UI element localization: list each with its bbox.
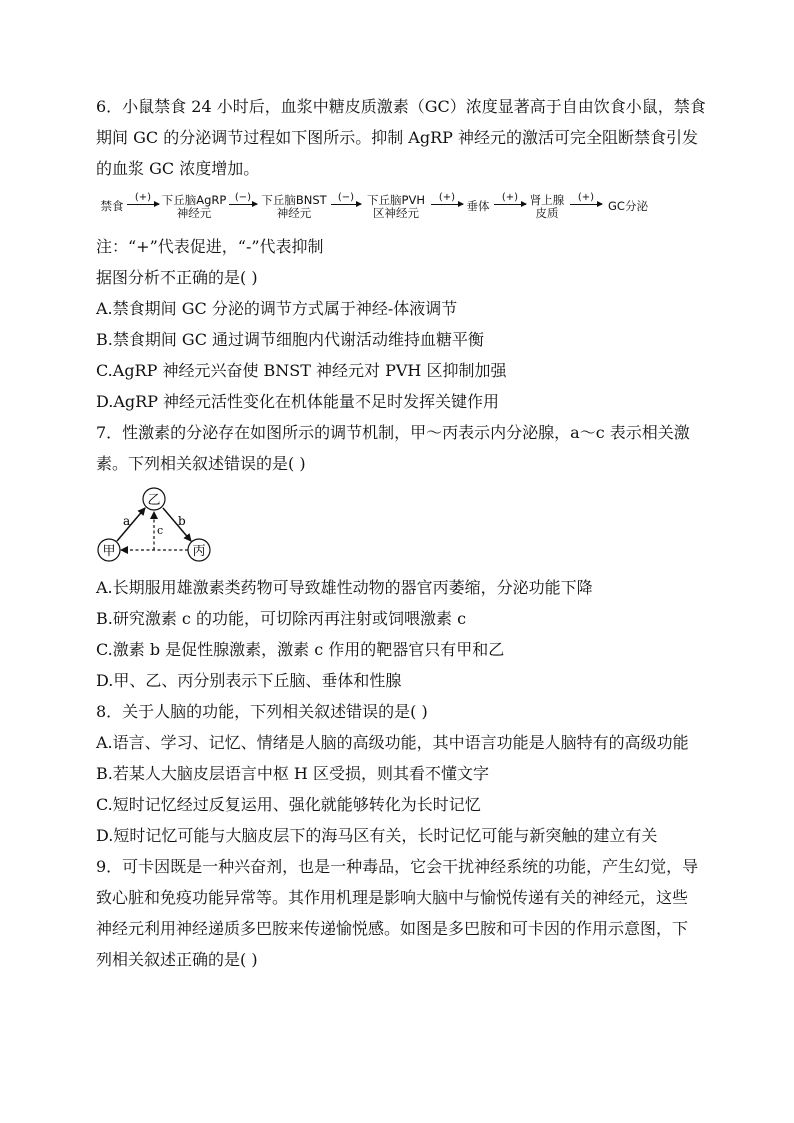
q7-gland-diagram [96,483,220,571]
q6-option-a[interactable]: A.禁食期间 GC 分泌的调节方式属于神经-体液调节 [96,299,458,318]
flow-arrow-4: (+) [431,192,463,205]
q6-note: 注：“+”代表促进，“-”代表抑制 [96,237,324,256]
flow-arrow-2: (−) [229,192,257,205]
node-jia-label: 甲 [102,544,116,559]
label-a: a [123,514,131,528]
q6-stem-line-1: 6．小鼠禁食 24 小时后，血浆中糖皮质激素（GC）浓度显著高于自由饮食小鼠，禁食 [96,97,706,116]
q7-option-a[interactable]: A.长期服用雄激素类药物可导致雄性动物的器官丙萎缩，分泌功能下降 [96,578,593,597]
flow-arrow-1: (+) [127,192,159,205]
flow-node-pvh: 下丘脑PVH 区神经元 [367,193,425,220]
flow-node-agrp: 下丘脑AgRP 神经元 [161,193,227,220]
flow-arrow-6: (+) [570,192,602,205]
q7-stem-line-1: 7．性激素的分泌存在如图所示的调节机制，甲～丙表示内分泌腺，a～c 表示相关激 [96,423,690,442]
q7-option-d[interactable]: D.甲、乙、丙分别表示下丘脑、垂体和性腺 [96,671,402,690]
q9-stem-line-4: 列相关叙述正确的是( ) [96,950,258,969]
flow-node-fasting: 禁食 [100,199,124,213]
q8-option-c[interactable]: C.短时记忆经过反复运用、强化就能够转化为长时记忆 [96,795,481,814]
q7-option-b[interactable]: B.研究激素 c 的功能，可切除丙再注射或饲喂激素 c [96,609,467,628]
q9-stem-line-1: 9．可卡因既是一种兴奋剂，也是一种毒品，它会干扰神经系统的功能，产生幻觉，导 [96,857,699,876]
q6-flow-diagram [98,190,698,224]
arrow-b [163,508,191,541]
q6-prompt: 据图分析不正确的是( ) [96,268,258,287]
q9-stem-line-2: 致心脏和免疫功能异常等。其作用机理是影响大脑中与愉悦传递有关的神经元，这些 [96,888,689,907]
flow-arrow-3: (−) [331,192,361,205]
q6-option-b[interactable]: B.禁食期间 GC 通过调节细胞内代谢活动维持血糖平衡 [96,330,485,349]
q8-option-d[interactable]: D.短时记忆可能与大脑皮层下的海马区有关，长时记忆可能与新突触的建立有关 [96,826,658,845]
q6-option-c[interactable]: C.AgRP 神经元兴奋使 BNST 神经元对 PVH 区抑制加强 [96,361,507,380]
node-yi-label: 乙 [147,493,161,508]
q8-option-a[interactable]: A.语言、学习、记忆、情绪是人脑的高级功能，其中语言功能是人脑特有的高级功能 [96,733,689,752]
q6-stem-line-2: 期间 GC 的分泌调节过程如下图所示。抑制 AgRP 神经元的激活可完全阻断禁食引发 [96,128,698,147]
q6-option-d[interactable]: D.AgRP 神经元活性变化在机体能量不足时发挥关键作用 [96,392,500,411]
q7-option-c[interactable]: C.激素 b 是促性腺激素，激素 c 作用的靶器官只有甲和乙 [96,640,505,659]
q8-stem: 8．关于人脑的功能，下列相关叙述错误的是( ) [96,702,428,721]
label-b: b [178,514,186,528]
flow-node-pituitary: 垂体 [466,199,490,213]
q8-option-b[interactable]: B.若某人大脑皮层语言中枢 H 区受损，则其看不懂文字 [96,764,489,783]
q7-stem-line-2: 素。下列相关叙述错误的是( ) [96,454,306,473]
flow-arrow-5: (+) [494,192,526,205]
flow-node-bnst: 下丘脑BNST 神经元 [261,193,327,220]
flow-node-gc-secretion: GC分泌 [608,199,648,213]
node-bing-label: 丙 [192,544,206,559]
label-c: c [157,524,164,537]
flow-node-adrenal-cortex: 肾上腺 皮质 [529,193,565,220]
q9-stem-line-3: 神经元利用神经递质多巴胺来传递愉悦感。如图是多巴胺和可卡因的作用示意图，下 [96,919,689,938]
arrow-a [117,508,145,541]
q6-stem-line-3: 的血浆 GC 浓度增加。 [96,159,260,178]
